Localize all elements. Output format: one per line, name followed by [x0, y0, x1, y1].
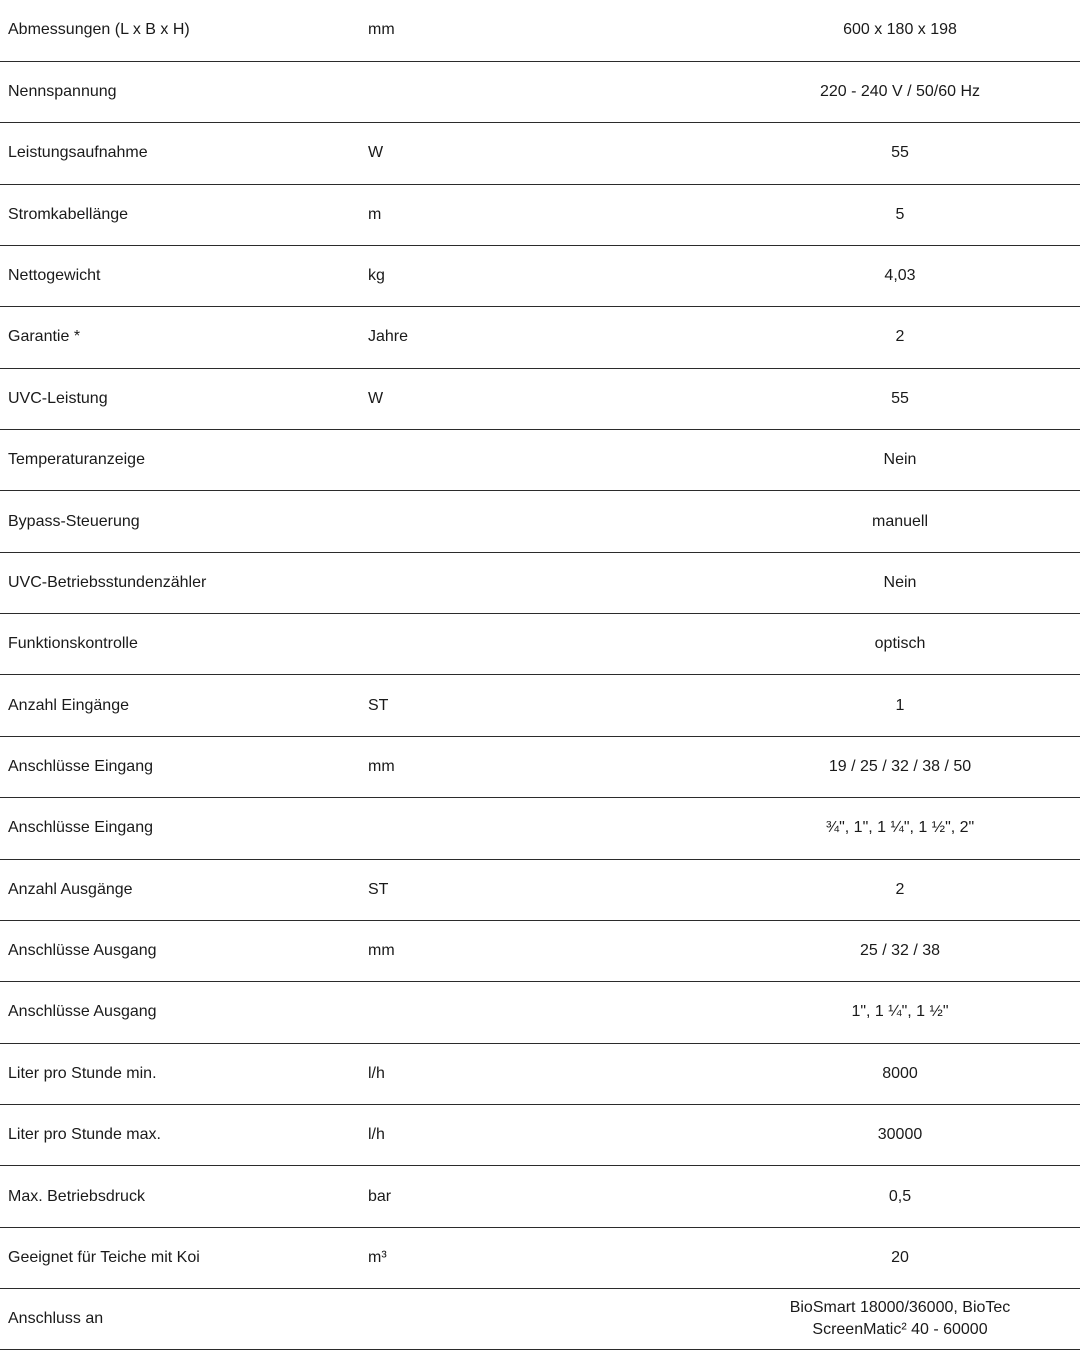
value-cell: 0,5	[720, 1166, 1080, 1227]
unit-cell: ST	[360, 859, 720, 920]
value-cell: 8000	[720, 1043, 1080, 1104]
value-cell: 20	[720, 1227, 1080, 1288]
unit-cell: W	[360, 368, 720, 429]
table-row	[0, 1289, 1080, 1350]
value-cell: 30000	[720, 1104, 1080, 1165]
value-cell: 1	[720, 675, 1080, 736]
property-cell: Anschlüsse Eingang	[0, 736, 360, 797]
unit-cell	[360, 1289, 720, 1350]
property-cell: Anzahl Ausgänge	[0, 859, 360, 920]
unit-cell: mm	[360, 0, 720, 61]
property-cell: Max. Betriebsdruck	[0, 1166, 360, 1227]
value-line: BioSmart 18000/36000, BioTec	[789, 1299, 1011, 1317]
table-row	[0, 552, 1080, 613]
property-cell: Geeignet für Teiche mit Koi	[0, 1227, 360, 1288]
table-row	[0, 0, 1080, 61]
property-cell: Nennspannung	[0, 61, 360, 122]
property-cell: Bypass-Steuerung	[0, 491, 360, 552]
value-cell: 19 / 25 / 32 / 38 / 50	[720, 736, 1080, 797]
table-row	[0, 1227, 1080, 1288]
table-row	[0, 430, 1080, 491]
unit-cell	[360, 552, 720, 613]
value-cell: 1", 1 ¼", 1 ½"	[720, 982, 1080, 1043]
value-cell: 4,03	[720, 245, 1080, 306]
table-row	[0, 368, 1080, 429]
unit-cell: l/h	[360, 1104, 720, 1165]
value-cell: 25 / 32 / 38	[720, 920, 1080, 981]
property-cell: Anschluss an	[0, 1289, 360, 1350]
unit-cell: mm	[360, 920, 720, 981]
value-cell: ¾", 1", 1 ¼", 1 ½", 2"	[720, 798, 1080, 859]
value-line: ScreenMatic² 40 - 60000	[812, 1321, 988, 1339]
property-cell: UVC-Betriebsstundenzähler	[0, 552, 360, 613]
value-cell: 55	[720, 123, 1080, 184]
unit-cell: l/h	[360, 1043, 720, 1104]
property-cell: Liter pro Stunde min.	[0, 1043, 360, 1104]
unit-cell: Jahre	[360, 307, 720, 368]
property-cell: Funktionskontrolle	[0, 614, 360, 675]
property-cell: Abmessungen (L x B x H)	[0, 0, 360, 61]
property-cell: Anschlüsse Eingang	[0, 798, 360, 859]
value-cell: 5	[720, 184, 1080, 245]
unit-cell: m	[360, 184, 720, 245]
unit-cell	[360, 61, 720, 122]
property-cell: Temperaturanzeige	[0, 430, 360, 491]
value-cell: Nein	[720, 552, 1080, 613]
value-cell: 55	[720, 368, 1080, 429]
value-cell: manuell	[720, 491, 1080, 552]
table-row	[0, 123, 1080, 184]
unit-cell: W	[360, 123, 720, 184]
value-cell: 220 - 240 V / 50/60 Hz	[720, 61, 1080, 122]
unit-cell: ST	[360, 675, 720, 736]
table-row	[0, 1166, 1080, 1227]
table-row	[0, 798, 1080, 859]
table-row	[0, 859, 1080, 920]
table-row	[0, 61, 1080, 122]
table-row	[0, 675, 1080, 736]
table-row	[0, 614, 1080, 675]
table-row	[0, 245, 1080, 306]
value-cell: optisch	[720, 614, 1080, 675]
value-cell: 2	[720, 307, 1080, 368]
unit-cell: bar	[360, 1166, 720, 1227]
unit-cell	[360, 614, 720, 675]
property-cell: Liter pro Stunde max.	[0, 1104, 360, 1165]
table-row	[0, 184, 1080, 245]
property-cell: Stromkabellänge	[0, 184, 360, 245]
property-cell: Leistungsaufnahme	[0, 123, 360, 184]
unit-cell	[360, 491, 720, 552]
unit-cell: m³	[360, 1227, 720, 1288]
unit-cell: mm	[360, 736, 720, 797]
value-cell: 600 x 180 x 198	[720, 0, 1080, 61]
table-row	[0, 736, 1080, 797]
property-cell: UVC-Leistung	[0, 368, 360, 429]
value-cell: 2	[720, 859, 1080, 920]
table-row	[0, 1043, 1080, 1104]
unit-cell	[360, 798, 720, 859]
unit-cell	[360, 430, 720, 491]
property-cell: Nettogewicht	[0, 245, 360, 306]
property-cell: Anschlüsse Ausgang	[0, 920, 360, 981]
table-row	[0, 1104, 1080, 1165]
unit-cell	[360, 982, 720, 1043]
value-cell: Nein	[720, 430, 1080, 491]
value-cell	[720, 1289, 1080, 1350]
table-row	[0, 982, 1080, 1043]
unit-cell: kg	[360, 245, 720, 306]
table-row	[0, 920, 1080, 981]
property-cell: Garantie *	[0, 307, 360, 368]
table-row	[0, 307, 1080, 368]
property-cell: Anzahl Eingänge	[0, 675, 360, 736]
table-row	[0, 491, 1080, 552]
property-cell: Anschlüsse Ausgang	[0, 982, 360, 1043]
